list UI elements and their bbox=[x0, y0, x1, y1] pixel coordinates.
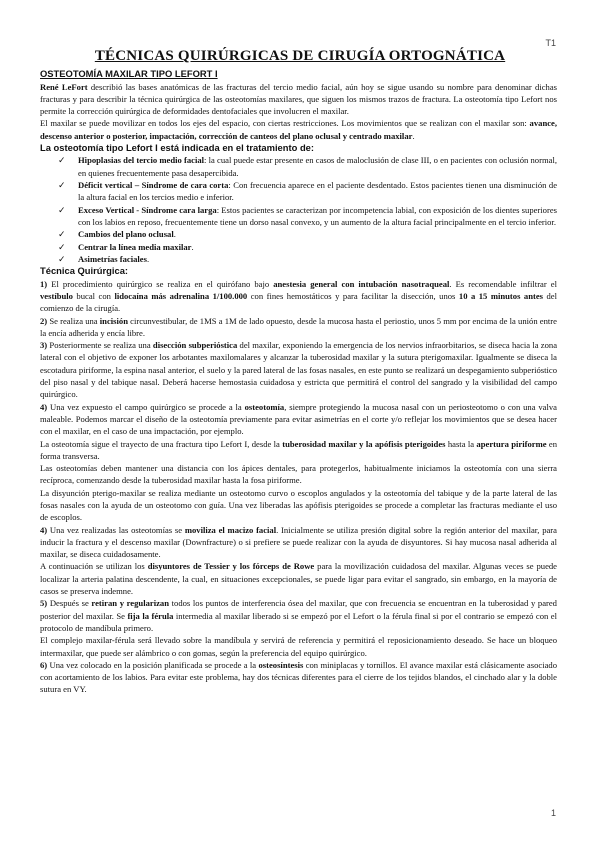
complex-paragraph: El complejo maxilar-férula será llevado sobre la mandíbula y servirá de referencia y permitirá el reposicionamiento deseado. Se hace un bloqueo intermaxilar, que puede ser alámbrico o con gomas, según la preferencia del equipo quirúrgico. bbox=[40, 635, 557, 658]
step-text: circunvestibular, de 1MS a 1M de lado opuesto, desde la mucosa hasta el periostio, unos 5 mm por encima de la unión entre la encía adherida y encía libre. bbox=[40, 315, 557, 338]
step-2 bbox=[40, 315, 557, 340]
indication-term: Déficit vertical – Síndrome de cara corta bbox=[78, 180, 229, 191]
step-1 bbox=[40, 278, 557, 315]
indication-term: Exceso Vertical - Síndrome cara larga bbox=[78, 204, 217, 215]
step-number: 1) bbox=[40, 278, 48, 289]
step-keyword: disección subperióstica bbox=[152, 340, 238, 351]
indication-term: Centrar la línea media maxilar bbox=[78, 241, 192, 252]
indication-text: : la cual puede estar presente en casos de maloclusión de clase III, o en pacientes con oclusión normal, en quienes frecuentemente pasa desapercibida. bbox=[78, 155, 557, 178]
step-text: Una vez colocado en la posición planificada se procede a la bbox=[47, 659, 259, 670]
page-title: TÉCNICAS QUIRÚRGICAS DE CIRUGÍA ORTOGNÁTICA bbox=[94, 48, 506, 64]
indication-item bbox=[58, 253, 557, 265]
check-icon: ✓ bbox=[58, 229, 66, 240]
indication-term: Hipoplasias del tercio medio facial bbox=[78, 155, 205, 166]
indication-item bbox=[58, 241, 557, 253]
indication-item bbox=[58, 154, 557, 179]
intro-paragraph-2 bbox=[40, 117, 557, 142]
step-number: 6) bbox=[40, 659, 48, 670]
step-text: del comienzo de la cirugía. bbox=[40, 290, 558, 314]
step-number: 4) bbox=[40, 524, 48, 535]
step-text: Después se bbox=[47, 598, 92, 609]
step-text: . Inicialmente se utiliza presión digital sobre la región anterior del maxilar, para inducir la fractura y el descenso maxilar (Downfracture) o si prefiere se puede realizar con la ayuda de disyuntores. Si hay mucosa nasal adherida al maxilar, se diseca cuidadosamente. bbox=[40, 524, 557, 560]
technique-heading: Técnica Quirúrgica: bbox=[40, 265, 129, 277]
indication-item bbox=[58, 204, 557, 229]
page-number: 1 bbox=[550, 808, 556, 818]
step-4 bbox=[40, 401, 557, 438]
step-text: intermedia al maxilar liberado si se empezó por el Lefort o la férula final si por el contrario se empezó con el protocolo de mandíbula primero. bbox=[40, 610, 557, 633]
step-text: Una vez expuesto el campo quirúrgico se procede a la bbox=[47, 401, 245, 412]
document-body bbox=[40, 68, 557, 696]
step-text: El procedimiento quirúrgico se realiza en el quirófano bajo bbox=[47, 278, 274, 289]
step-keyword: vestíbulo bbox=[40, 290, 73, 301]
indication-text: . bbox=[173, 229, 176, 240]
indication-item bbox=[58, 179, 558, 204]
indication-text: : Con frecuencia aparece en el paciente desdentado. Estos pacientes tienen una disminución de la altura facial en los tercios medio e inferior. bbox=[78, 180, 558, 203]
step-text: Una vez realizadas las osteotomías se bbox=[47, 524, 185, 535]
indication-text: . bbox=[146, 253, 150, 264]
check-icon: ✓ bbox=[58, 204, 66, 215]
step-text: con fines hemostáticos y para facilitar la disección, unos bbox=[247, 290, 459, 301]
step-text: Se realiza una bbox=[47, 315, 100, 326]
author-name: René LeFort bbox=[40, 81, 88, 92]
paragraph-text: A continuación se utilizan los bbox=[40, 561, 148, 572]
check-icon: ✓ bbox=[58, 253, 66, 264]
step-text: . Es recomendable infiltrar el bbox=[449, 278, 557, 289]
indication-heading: La osteotomía tipo Lefort I está indicada en el tratamiento de: bbox=[40, 141, 315, 153]
osteotomy-path-paragraph bbox=[40, 438, 557, 463]
step-keyword: osteosíntesis bbox=[258, 659, 304, 670]
step-number: 2) bbox=[40, 315, 48, 326]
step-text: del maxilar, exponiendo la emergencia de los nervios infraorbitarios, se diseca hacia la zona lateral con el objetivo de exponer los arbotantes maxilomalares y alcanzar la tuberosidad maxilar y la sutura pterigomaxilar. Igualmente se diseca la escotadura piriforme, la espina nasal anterior, el suelo y la pared lateral de las fosas nasales, en este punto se realizará un despegamiento subperióstico del piso nasal y del tabique nasal. Deberá hacerse hemostasia cuidadosa y estricta que permitirá el control del sangrado y la visibilidad del campo quirúrgico. bbox=[40, 340, 558, 400]
paragraph-keyword: apertura piriforme bbox=[476, 438, 547, 449]
disjunction-paragraph: La disyunción pterigo-maxilar se realiza mediante un osteotomo curvo o escoplos angulados y la osteotomía del tabique y de la parte lateral de las fosas nasales con la ayuda de un osteotomo con guía. Una vez liberadas las apófisis pterigoides se procede a completar las fracturas mediante el uso de escoplos. bbox=[40, 487, 557, 523]
intro-text-2a: El maxilar se puede movilizar en todos los ejes del espacio, con ciertas restricciones. Los movimientos que se realizan con el maxilar son: bbox=[40, 118, 530, 129]
check-icon: ✓ bbox=[58, 180, 66, 191]
step-text: con miniplacas y tornillos. El avance maxilar está clásicamente asociado con acortamiento de los labios. Para evitar este problema, hay dos técnicas diferentes para el cierre de los tejidos blandos, el cinchado alar y la doble sutura en VY. bbox=[40, 659, 557, 695]
indication-term: Asimetrías faciales bbox=[78, 253, 147, 264]
indication-text: . bbox=[191, 241, 194, 252]
step-text: , siempre protegiendo la mucosa nasal con un periosteotomo o con una valva maleable. Podemos marcar el diseño de la osteotomía previamente para evitar asimetrías en el corte y/o reflejar los movimientos que se desea hacer con el maxilar, en el caso de una impactación, por ejemplo. bbox=[40, 401, 557, 437]
paragraph-keyword: tuberosidad maxilar y la apófisis pterigoides bbox=[282, 438, 446, 449]
indication-term: Cambios del plano oclusal bbox=[78, 229, 174, 240]
paragraph-text: hasta la bbox=[445, 438, 477, 449]
step-text: todos los puntos de interferencia ósea del maxilar, que con frecuencia se encuentran en la tuberosidad y pared posterior del maxilar. Se bbox=[40, 598, 557, 621]
step-6 bbox=[40, 659, 557, 696]
step-3 bbox=[40, 339, 557, 400]
step-4b bbox=[40, 524, 557, 561]
intro-text-1: describió las bases anatómicas de las fracturas del tercio medio facial, aún hoy se sigue usando su nombre para denominar dichas fracturas y para describir la técnica quirúrgica de las osteotomías maxilares, que siguen los mismos trazos de fractura. La osteotomía tipo Lefort nos permite la corrección quirúrgica de deformidades dentofaciales que involucren el maxilar. bbox=[40, 81, 557, 117]
step-keyword: fija la férula bbox=[127, 610, 174, 621]
step-text: bucal con bbox=[72, 290, 115, 301]
step-number: 4) bbox=[40, 401, 48, 412]
intro-text-2c: . bbox=[412, 130, 415, 141]
step-keyword: moviliza el macizo facial bbox=[184, 524, 277, 535]
paragraph-text: La osteotomía sigue el trayecto de una fractura tipo Lefort I, desde la bbox=[40, 438, 283, 449]
step-number: 5) bbox=[40, 598, 48, 609]
paragraph-text: para la movilización cuidadosa del maxilar. Algunas veces se puede localizar la arteria palatina descendente, la cual, en situaciones excepcionales, se puede ligar para evitar el sangrado, sin embargo, en la mayoría de casos se preserva indemne. bbox=[40, 561, 557, 597]
paragraph-keyword: disyuntores de Tessier y los fórceps de Rowe bbox=[147, 561, 315, 572]
distance-paragraph: Las osteotomías deben mantener una distancia con los ápices dentales, para protegerlos, habitualmente iniciamos la osteotomía con una sierra recíproca, comenzando desde la tuberosidad maxilar hasta la fosa piriforme. bbox=[40, 463, 557, 486]
corner-label: T1 bbox=[545, 38, 556, 48]
intro-paragraph-1 bbox=[40, 81, 557, 118]
paragraph-text: en forma transversa. bbox=[40, 438, 558, 461]
step-keyword: incisión bbox=[99, 315, 128, 326]
step-5 bbox=[40, 597, 557, 634]
step-keyword: osteotomía bbox=[244, 401, 285, 412]
step-keyword: retiran y regularizan bbox=[91, 598, 169, 609]
movements-list: avance, descenso anterior o posterior, impactación, corrección de canteos del plano oclusal y centrado maxilar bbox=[40, 118, 557, 141]
section-heading: OSTEOTOMÍA MAXILAR TIPO LEFORT I bbox=[40, 68, 218, 79]
continuation-paragraph bbox=[40, 560, 557, 597]
indication-item bbox=[58, 228, 557, 240]
step-number: 3) bbox=[40, 340, 48, 351]
indication-list bbox=[40, 154, 557, 265]
step-keyword: lidocaína más adrenalina 1/100.000 bbox=[114, 290, 248, 301]
step-keyword: 10 a 15 minutos antes bbox=[458, 290, 544, 301]
step-keyword: anestesia general con intubación nasotraqueal bbox=[273, 278, 450, 289]
step-text: Posteriormente se realiza una bbox=[47, 340, 153, 351]
check-icon: ✓ bbox=[58, 241, 66, 252]
indication-text: : Estos pacientes se caracterizan por incompetencia labial, con exposición de los dientes superiores con los labios en reposo, frecuentemente tiene un dorso nasal convexo, y un aumento de la altura facial principalmente en el tercio inferior. bbox=[78, 204, 557, 227]
check-icon: ✓ bbox=[58, 155, 66, 166]
